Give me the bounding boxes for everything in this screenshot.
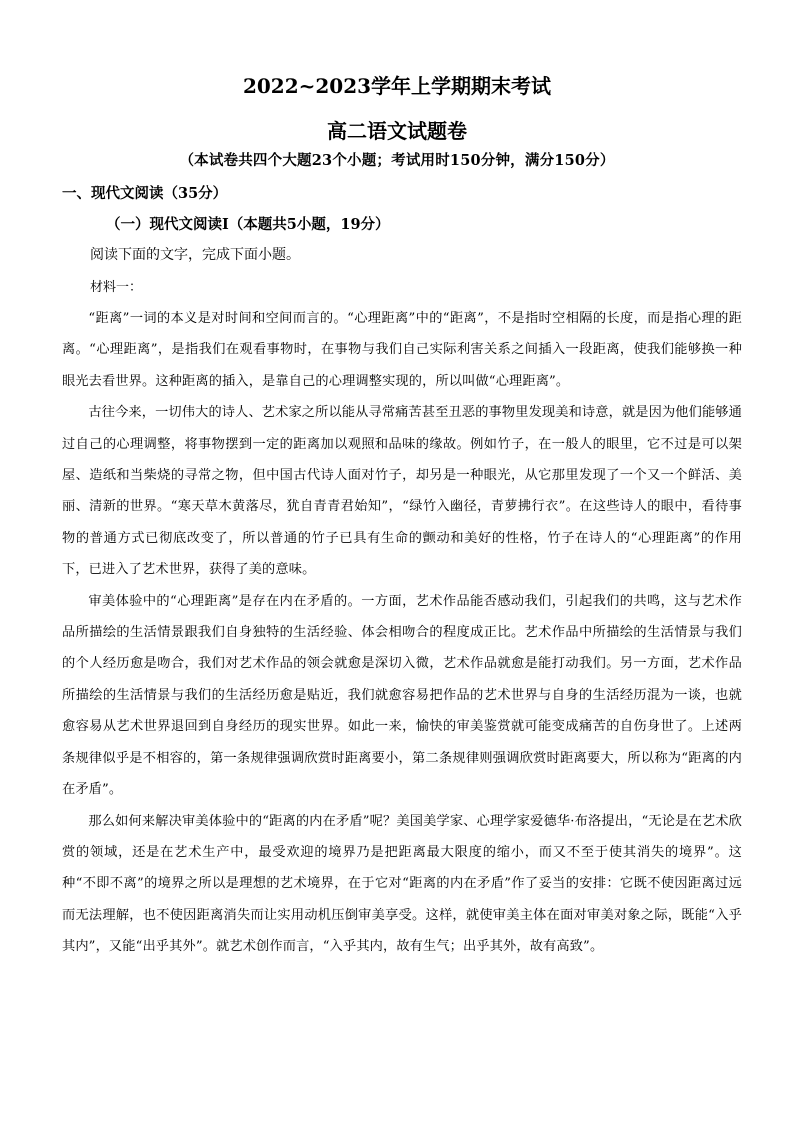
material-label: 材料一：	[90, 280, 143, 295]
exam-note: （本试卷共四个大题23个小题；考试用时150分钟，满分150分）	[179, 152, 615, 169]
reading-instruction: 阅读下面的文字，完成下面小题。	[90, 247, 300, 263]
exam-title: 2022~2023学年上学期期末考试	[242, 74, 552, 98]
passage-body	[62, 303, 742, 963]
passage-paragraph-4: 那么如何来解决审美体验中的“距离的内在矛盾”呢？美国美学家、心理学家爱德华·布洛提出，“无论是在艺术欣赏的领域，还是在艺术生产中，最受欢迎的境界乃是把距离最大限度的缩小，而又不至于使其消失的境界”。这种“不即不离”的境界之所以是理想的艺术境界，在于它对“距离的内在矛盾”作了妥当的安排：它既不使因距离过远而无法理解，也不使因距离消失而让实用动机压倒审美享受。这样，就使审美主体在面对审美对象之际，既能“入乎其内”，又能“出乎其外”。就艺术创作而言，“入乎其内，故有生气；出乎其外，故有高致”。	[62, 813, 742, 955]
sub-section-heading: （一）现代文阅读Ⅰ（本题共5小题，19分）	[106, 216, 390, 233]
passage-paragraph-3: 审美体验中的“心理距离”是存在内在矛盾的。一方面，艺术作品能否感动我们，引起我们的共鸣，这与艺术作品所描绘的生活情景跟我们自身独特的生活经验、体会相吻合的程度成正比。艺术作品中所描绘的生活情景与我们的个人经历愈是吻合，我们对艺术作品的领会就愈是深切入微，艺术作品就愈是能打动我们。另一方面，艺术作品所描绘的生活情景与我们的生活经历愈是贴近，我们就愈容易把作品的艺术世界与自身的生活经历混为一谈，也就愈容易从艺术世界退回到自身经历的现实世界。如此一来，愉快的审美鉴赏就可能变成痛苦的自伤身世了。上述两条规律似乎是不相容的，第一条规律强调欣赏时距离要小，第二条规律则强调欣赏时距离要大，所以称为“距离的内在矛盾”。	[62, 593, 742, 798]
exam-subtitle: 高二语文试题卷	[327, 119, 467, 143]
passage-paragraph-1: “距离”一词的本义是对时间和空间而言的。“心理距离”中的“距离”，不是指时空相隔的长度，而是指心理的距离。“心理距离”，是指我们在观看事物时，在事物与我们自己实际利害关系之间插入一段距离，使我们能够换一种眼光去看世界。这种距离的插入，是靠自己的心理调整实现的，所以叫做“心理距离”。	[62, 311, 742, 389]
passage-paragraph-2: 古往今来，一切伟大的诗人、艺术家之所以能从寻常痛苦甚至丑恶的事物里发现美和诗意，就是因为他们能够通过自己的心理调整，将事物摆到一定的距离加以观照和品味的缘故。例如竹子，在一般人的眼里，它不过是可以架屋、造纸和当柴烧的寻常之物，但中国古代诗人面对竹子，却另是一种眼光，从它那里发现了一个又一个鲜活、美丽、清新的世界。“寒天草木黄落尽，犹自青青君始知”，“绿竹入幽径，青萝拂行衣”。在这些诗人的眼中，看待事物的普通方式已彻底改变了，所以普通的竹子已具有生命的颤动和美好的性格，竹子在诗人的“心理距离”的作用下，已进入了艺术世界，获得了美的意味。	[62, 405, 742, 578]
section-heading: 一、现代文阅读（35分）	[62, 185, 228, 202]
